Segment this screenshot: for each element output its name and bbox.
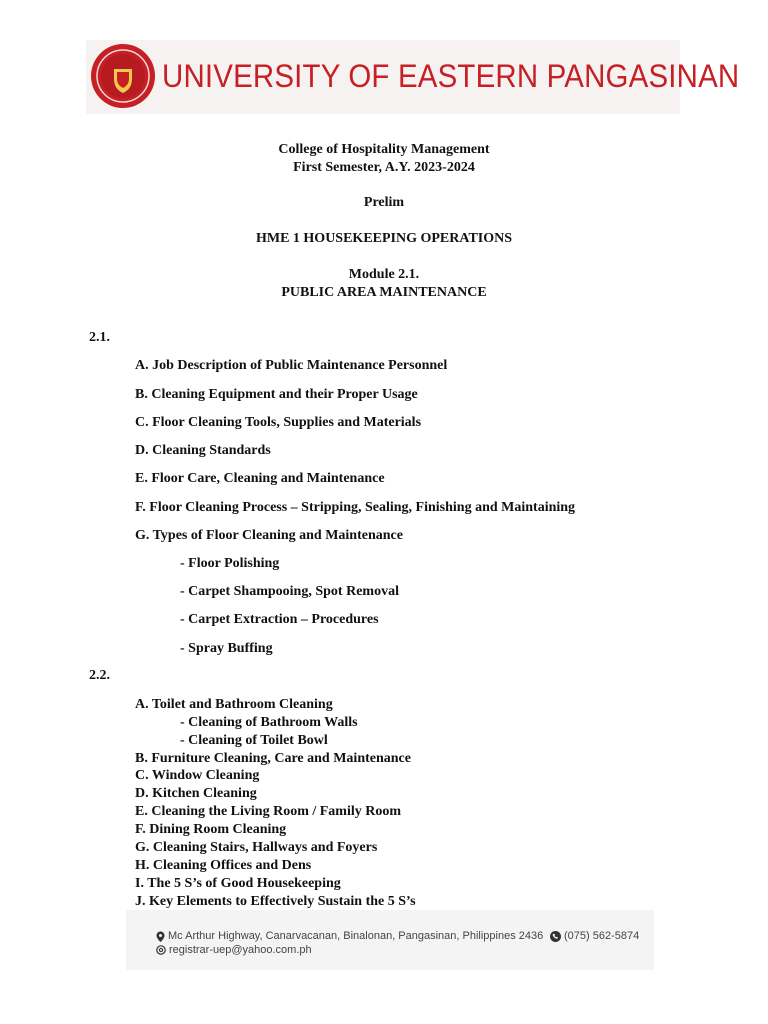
sub-list-item: - Floor Polishing bbox=[180, 556, 280, 571]
email-at-icon bbox=[156, 945, 166, 955]
section-number: 2.2. bbox=[89, 668, 110, 683]
list-item: F. Dining Room Cleaning bbox=[135, 822, 287, 837]
section-number: 2.1. bbox=[89, 330, 110, 345]
list-item: E. Cleaning the Living Room / Family Room bbox=[135, 804, 402, 819]
list-item: C. Floor Cleaning Tools, Supplies and Materials bbox=[135, 415, 422, 430]
footer-address bbox=[156, 930, 543, 942]
footer bbox=[126, 910, 654, 970]
sub-list-item: - Cleaning of Toilet Bowl bbox=[180, 733, 328, 748]
sub-list-item: - Cleaning of Bathroom Walls bbox=[180, 715, 358, 730]
term: Prelim bbox=[363, 195, 405, 210]
location-pin-icon bbox=[156, 931, 165, 942]
list-item: C. Window Cleaning bbox=[135, 768, 260, 783]
semester: First Semester, A.Y. 2023-2024 bbox=[293, 160, 475, 175]
list-item: D. Kitchen Cleaning bbox=[135, 786, 257, 801]
list-item: H. Cleaning Offices and Dens bbox=[135, 858, 312, 873]
list-item: A. Job Description of Public Maintenance Personnel bbox=[135, 358, 448, 373]
list-item: G. Types of Floor Cleaning and Maintenance bbox=[135, 528, 403, 543]
footer-phone bbox=[550, 930, 639, 942]
college-name: College of Hospitality Management bbox=[278, 142, 490, 157]
course-title: HME 1 HOUSEKEEPING OPERATIONS bbox=[255, 231, 513, 246]
sub-list-item: - Carpet Shampooing, Spot Removal bbox=[180, 584, 399, 599]
university-name: UNIVERSITY OF EASTERN PANGASINAN bbox=[162, 58, 740, 94]
list-item: E. Floor Care, Cleaning and Maintenance bbox=[135, 471, 385, 486]
list-item: B. Cleaning Equipment and their Proper Usage bbox=[135, 387, 418, 402]
list-item: F. Floor Cleaning Process – Stripping, Sealing, Finishing and Maintaining bbox=[135, 500, 576, 515]
list-item: I. The 5 S’s of Good Housekeeping bbox=[135, 876, 341, 891]
module-number: Module 2.1. bbox=[348, 267, 420, 282]
list-item: J. Key Elements to Effectively Sustain the 5 S’s bbox=[135, 894, 416, 909]
list-item: D. Cleaning Standards bbox=[135, 443, 271, 458]
list-item: A. Toilet and Bathroom Cleaning bbox=[135, 697, 333, 712]
module-title: PUBLIC AREA MAINTENANCE bbox=[281, 285, 487, 300]
university-seal-logo bbox=[90, 43, 156, 109]
footer-email bbox=[156, 944, 312, 956]
list-item: B. Furniture Cleaning, Care and Maintenance bbox=[135, 751, 411, 766]
sub-list-item: - Spray Buffing bbox=[180, 641, 273, 656]
address-text: Mc Arthur Highway, Canarvacanan, Binalonan, Pangasinan, Philippines 2436 bbox=[168, 930, 544, 942]
phone-icon bbox=[550, 931, 561, 942]
email-text: registrar-uep@yahoo.com.ph bbox=[169, 944, 312, 956]
list-item: G. Cleaning Stairs, Hallways and Foyers bbox=[135, 840, 378, 855]
sub-list-item: - Carpet Extraction – Procedures bbox=[180, 612, 379, 627]
phone-text: (075) 562-5874 bbox=[564, 930, 640, 942]
